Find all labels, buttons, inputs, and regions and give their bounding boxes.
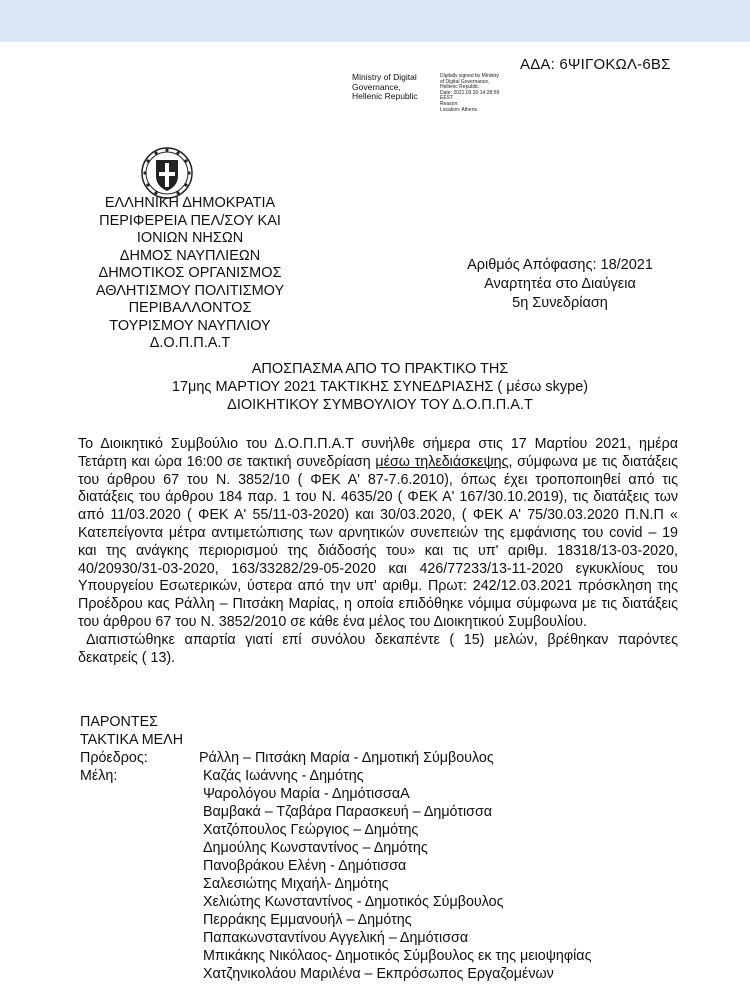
- sig-line: Location: Athens: [440, 106, 477, 113]
- paragraph-convening: [78, 436, 678, 632]
- signer-line: Governance,: [352, 81, 401, 92]
- signature-details: [440, 74, 530, 113]
- present-heading: ΠΑΡΟΝΤΕΣ: [80, 714, 158, 730]
- text-segment: Το Διοικητικό Συμβούλιο του Δ.Ο.Π.Π.Α.Τ συνήλθε σήμερα στις 17 Μαρτίου 2021, ημέρα Τετάρτη και ώρα 16:00 σε τακτική συνεδρίαση: [78, 436, 678, 470]
- decision-info: [420, 256, 700, 313]
- ada-code: ΑΔΑ: 6ΨΙΓΟΚΩΛ-6ΒΣ: [520, 56, 671, 73]
- sig-line: Reason:: [440, 100, 459, 107]
- title-line: ΑΠΟΣΠΑΣΜΑ ΑΠΟ ΤΟ ΠΡΑΚΤΙΚΟ ΤΗΣ: [251, 361, 509, 377]
- issuer-line: ΔΗΜΟΤΙΚΟΣ ΟΡΓΑΝΙΣΜΟΣ: [98, 265, 282, 281]
- member-item: Πανοβράκου Ελένη - Δημότισσα: [203, 858, 407, 874]
- sig-line: EEST: [440, 95, 454, 102]
- document-title: [110, 360, 650, 414]
- member-item: Καζάς Ιωάννης - Δημότης: [203, 768, 364, 784]
- issuer-line: ΠΕΡΙΒΑΛΛΟΝΤΟΣ: [128, 300, 252, 316]
- sig-line: Date: 2021.03.30 14:28:59: [440, 89, 500, 96]
- member-item: Περράκης Εμμανουήλ – Δημότης: [203, 912, 412, 928]
- president-name: Ράλλη – Πιτσάκη Μαρία - Δημοτική Σύμβουλος: [199, 750, 494, 766]
- member-item: Βαμβακά – Τζαβάρα Παρασκευή – Δημότισσα: [203, 804, 493, 820]
- member-item: Χατζηνικολάου Μαριλένα – Εκπρόσωπος Εργαζομένων: [203, 966, 554, 982]
- hellenic-emblem-icon: [140, 146, 194, 200]
- sig-line: Digitally signed by Ministry: [440, 73, 499, 79]
- digital-signer: [352, 73, 436, 102]
- issuer-line: ΑΘΛΗΤΙΣΜΟΥ ΠΟΛΙΤΙΣΜΟΥ: [95, 282, 285, 299]
- session-number: 5η Συνεδρίαση: [512, 295, 608, 311]
- member-item: Ψαρολόγου Μαρία - ΔημότισσαΑ: [203, 786, 410, 802]
- issuer-line: ΔΗΜΟΣ ΝΑΥΠΛΙΕΩΝ: [119, 247, 261, 264]
- member-item: Δημούλης Κωνσταντίνος – Δημότης: [203, 840, 428, 856]
- member-item: Χελιώτης Κωνσταντίνος - Δημοτικός Σύμβουλος: [203, 894, 504, 910]
- issuer-line: Δ.Ο.Π.Π.Α.Τ: [149, 335, 231, 351]
- members-label: Μέλη:: [80, 768, 118, 784]
- title-line: 17μης ΜΑΡΤΙΟΥ 2021 ΤΑΚΤΙΚΗΣ ΣΥΝΕΔΡΙΑΣΗΣ ( μέσω skype): [171, 379, 589, 395]
- paragraph-quorum: Διαπιστώθηκε απαρτία γιατί επί συνόλου δεκαπέντε ( 15) μελών, βρέθηκαν παρόντες δεκατρείς ( 13).: [78, 631, 678, 666]
- issuer-line: ΙΟΝΙΩΝ ΝΗΣΩΝ: [136, 230, 244, 246]
- signer-line: Hellenic Republic: [352, 91, 418, 101]
- member-item: Σαλεσιώτης Μιχαήλ- Δημότης: [203, 876, 389, 892]
- issuer-line: ΠΕΡΙΦΕΡΕΙΑ ΠΕΛ/ΣΟΥ ΚΑΙ: [99, 212, 281, 229]
- decision-number: Αριθμός Απόφασης: 18/2021: [467, 257, 653, 273]
- text-segment: σύμφωνα με τις διατάξεις του άρθρου 67 του Ν. 3852/10 ( ΦΕΚ Α' 87-7.6.2010), όπως έχει τροποποιηθεί από τις διατάξεις του άρθρου 184 παρ. 1 του Ν. 4635/20 ( ΦΕΚ Α' 167/30.10.2019), τις διατάξεις των από 11/03.2020 ( ΦΕΚ Α' 55/11-03-2020) και 30/03.2020, ( ΦΕΚ Α' 75/30.03.2020 Π.Ν.Π « Κατεπείγοντα μέτρα αντιμετώπισης των αρνητικών συνεπειών της εμφάνισης του covid – 19 και της ανάγκης περιορισμού της διάδοσής του» και τις υπ' αριθμ. 18318/13-03-2020, 40/20930/31-03-2020, 163/33282/29-05-2020 και 426/77233/13-11-2020 εγκυκλίους του Υπουργείου Εσωτερικών, ύστερα από την υπ' αριθμ. Πρωτ: 242/12.03.2021 πρόσκληση της Προέδρου κας Ράλλη – Πιτσάκη Μαρίας, η οποία επιδόθηκε νόμιμα σύμφωνα με τις διατάξεις του άρθρου 67 του Ν. 3852/2010 σε κάθε ένα μέλος του Διοικητικού Συμβουλίου.: [78, 453, 678, 630]
- president-label: Πρόεδρος:: [80, 750, 148, 766]
- regular-members-heading: ΤΑΚΤΙΚΑ ΜΕΛΗ: [80, 732, 184, 748]
- body-paragraph: [78, 436, 678, 667]
- issuer-heading: [60, 195, 320, 353]
- title-line: ΔΙΟΙΚΗΤΙΚΟΥ ΣΥΜΒΟΥΛΙΟΥ ΤΟΥ Δ.Ο.Π.Π.Α.Τ: [227, 397, 533, 413]
- viewer-top-bar: [0, 0, 750, 42]
- issuer-line: ΤΟΥΡΙΣΜΟΥ ΝΑΥΠΛΙΟΥ: [109, 317, 271, 334]
- sig-line: Hellenic Republic: [440, 84, 479, 91]
- underlined-text: μέσω τηλεδιάσκεψης,: [375, 453, 513, 470]
- diavgeia-note: Αναρτητέα στο Διαύγεια: [484, 276, 636, 292]
- member-item: Μπικάκης Νικόλαος- Δημοτικός Σύμβουλος εκ της μειοψηφίας: [203, 948, 592, 964]
- member-item: Παπακωνσταντίνου Αγγελική – Δημότισσα: [203, 930, 469, 946]
- sig-line: of Digital Governance,: [440, 78, 490, 85]
- member-item: Χατζόπουλος Γεώργιος – Δημότης: [203, 822, 419, 838]
- issuer-line: ΕΛΛΗΝΙΚΗ ΔΗΜΟΚΡΑΤΙΑ: [104, 195, 276, 211]
- signer-line: Ministry of Digital: [352, 72, 417, 82]
